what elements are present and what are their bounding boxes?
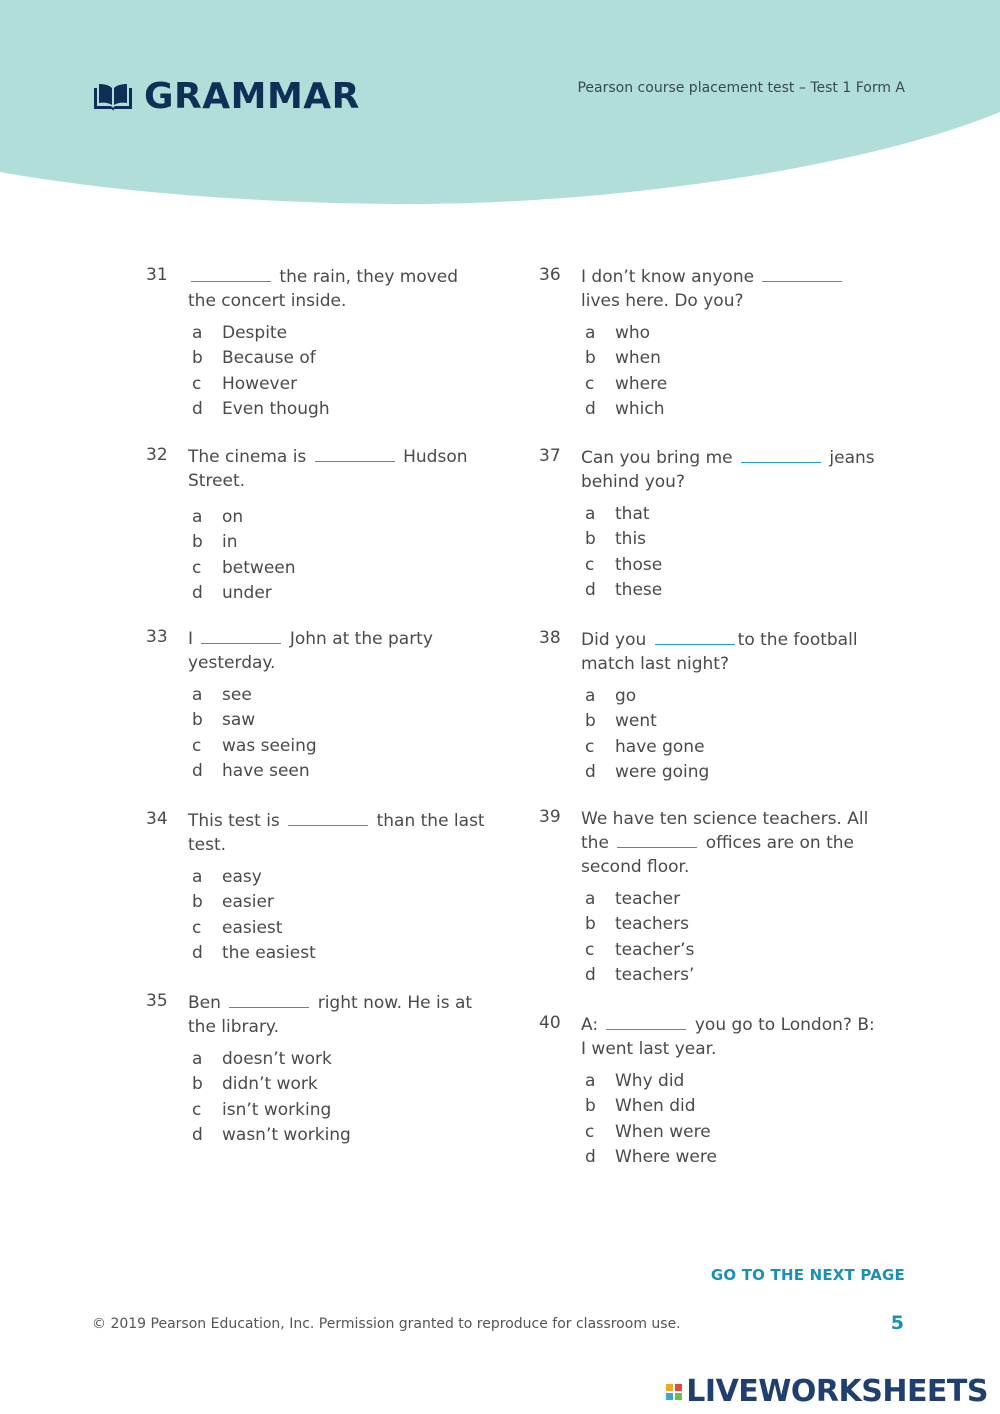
liveworksheets-logo[interactable] — [666, 1374, 988, 1409]
option-d[interactable]: d which — [585, 398, 665, 419]
option-d[interactable]: d Even though — [192, 398, 330, 419]
answer-blank[interactable] — [288, 809, 368, 826]
option-d[interactable]: d the easiest — [192, 942, 316, 963]
option-d[interactable]: d were going — [585, 761, 710, 782]
answer-blank[interactable] — [229, 991, 309, 1008]
answer-blank[interactable] — [741, 446, 821, 463]
answer-blank[interactable] — [315, 445, 395, 462]
answer-blank[interactable] — [762, 265, 842, 282]
option-b[interactable]: b when — [585, 348, 661, 369]
section-heading — [92, 76, 360, 117]
option-c[interactable]: c When were — [585, 1121, 711, 1142]
question-number: 40 — [539, 1013, 561, 1033]
question-number: 34 — [146, 809, 168, 829]
option-d[interactable]: d teachers’ — [585, 964, 695, 985]
option-c[interactable]: c where — [585, 373, 668, 394]
answer-options — [585, 323, 667, 424]
option-d[interactable]: d have seen — [192, 760, 310, 781]
question-number: 38 — [539, 628, 561, 648]
option-d[interactable]: d these — [585, 579, 663, 600]
question-text: the rain, they moved the concert inside. — [188, 267, 459, 311]
book-icon — [92, 82, 134, 112]
option-a[interactable]: a see — [192, 685, 252, 705]
liveworksheets-logo-text: LIVEWORKSHEETS — [686, 1374, 988, 1409]
question-number: 39 — [539, 807, 561, 827]
answer-options — [585, 889, 694, 990]
option-a[interactable]: a doesn’t work — [192, 1049, 332, 1069]
answer-options — [585, 504, 662, 605]
option-a[interactable]: a Why did — [585, 1071, 685, 1091]
question-text: Ben right now. He is at the library. — [188, 993, 473, 1037]
question-number: 36 — [539, 265, 561, 285]
question-number: 33 — [146, 627, 168, 647]
answer-blank[interactable] — [606, 1013, 686, 1030]
test-name: Pearson course placement test – Test 1 Form A — [577, 80, 905, 96]
copyright-notice: © 2019 Pearson Education, Inc. Permission granted to reproduce for classroom use. — [92, 1316, 681, 1332]
option-d[interactable]: d under — [192, 582, 272, 603]
liveworksheets-logo-icon — [666, 1384, 682, 1400]
option-a[interactable]: a go — [585, 686, 637, 706]
option-b[interactable]: b Because of — [192, 348, 316, 369]
option-c[interactable]: c between — [192, 557, 296, 578]
page-number: 5 — [890, 1312, 904, 1334]
answer-options — [192, 867, 316, 968]
option-b[interactable]: b went — [585, 711, 657, 732]
answer-blank[interactable] — [655, 628, 735, 645]
question-text: I don’t know anyone lives here. Do you? — [581, 265, 881, 313]
question-number: 37 — [539, 446, 561, 466]
option-b[interactable]: b saw — [192, 710, 256, 731]
answer-options — [192, 323, 330, 424]
question-text: Did you to the football match last night? — [581, 630, 858, 674]
option-a[interactable]: a teacher — [585, 889, 681, 909]
option-a[interactable]: a easy — [192, 867, 262, 887]
option-c[interactable]: c However — [192, 373, 298, 394]
answer-options — [585, 1071, 717, 1172]
answer-blank[interactable] — [201, 627, 281, 644]
option-c[interactable]: c those — [585, 554, 663, 575]
answer-blank[interactable] — [191, 265, 271, 282]
option-c[interactable]: c easiest — [192, 917, 283, 938]
answer-options — [585, 686, 709, 787]
option-b[interactable]: b didn’t work — [192, 1074, 318, 1095]
answer-options — [192, 1049, 351, 1150]
option-c[interactable]: c isn’t working — [192, 1099, 332, 1120]
next-page-link[interactable]: GO TO THE NEXT PAGE — [710, 1266, 905, 1284]
answer-options — [192, 685, 317, 786]
answer-blank[interactable] — [617, 831, 697, 848]
question-text: This test is than the last test. — [188, 811, 485, 855]
question-text: A: you go to London? B: I went last year. — [581, 1015, 875, 1059]
question-number: 35 — [146, 991, 168, 1011]
option-c[interactable]: c was seeing — [192, 735, 317, 756]
option-d[interactable]: d Where were — [585, 1146, 717, 1167]
option-a[interactable]: a Despite — [192, 323, 288, 343]
question-number: 32 — [146, 445, 168, 465]
option-c[interactable]: c teacher’s — [585, 939, 695, 960]
option-b[interactable]: b easier — [192, 892, 274, 913]
question-number: 31 — [146, 265, 168, 285]
answer-options — [192, 507, 296, 608]
section-title: GRAMMAR — [144, 76, 360, 117]
option-c[interactable]: c have gone — [585, 736, 705, 757]
option-d[interactable]: d wasn’t working — [192, 1124, 351, 1145]
option-a[interactable]: a that — [585, 504, 650, 524]
question-text: We have ten science teachers. All the offices are on the second floor. — [581, 809, 869, 877]
question-text: The cinema is Hudson Street. — [188, 447, 468, 491]
option-b[interactable]: b in — [192, 532, 238, 553]
question-text: Can you bring me jeans behind you? — [581, 448, 875, 492]
option-a[interactable]: a on — [192, 507, 244, 527]
option-a[interactable]: a who — [585, 323, 651, 343]
question-text: I John at the party yesterday. — [188, 629, 433, 673]
option-b[interactable]: b teachers — [585, 914, 689, 935]
option-b[interactable]: b this — [585, 529, 647, 550]
option-b[interactable]: b When did — [585, 1096, 696, 1117]
